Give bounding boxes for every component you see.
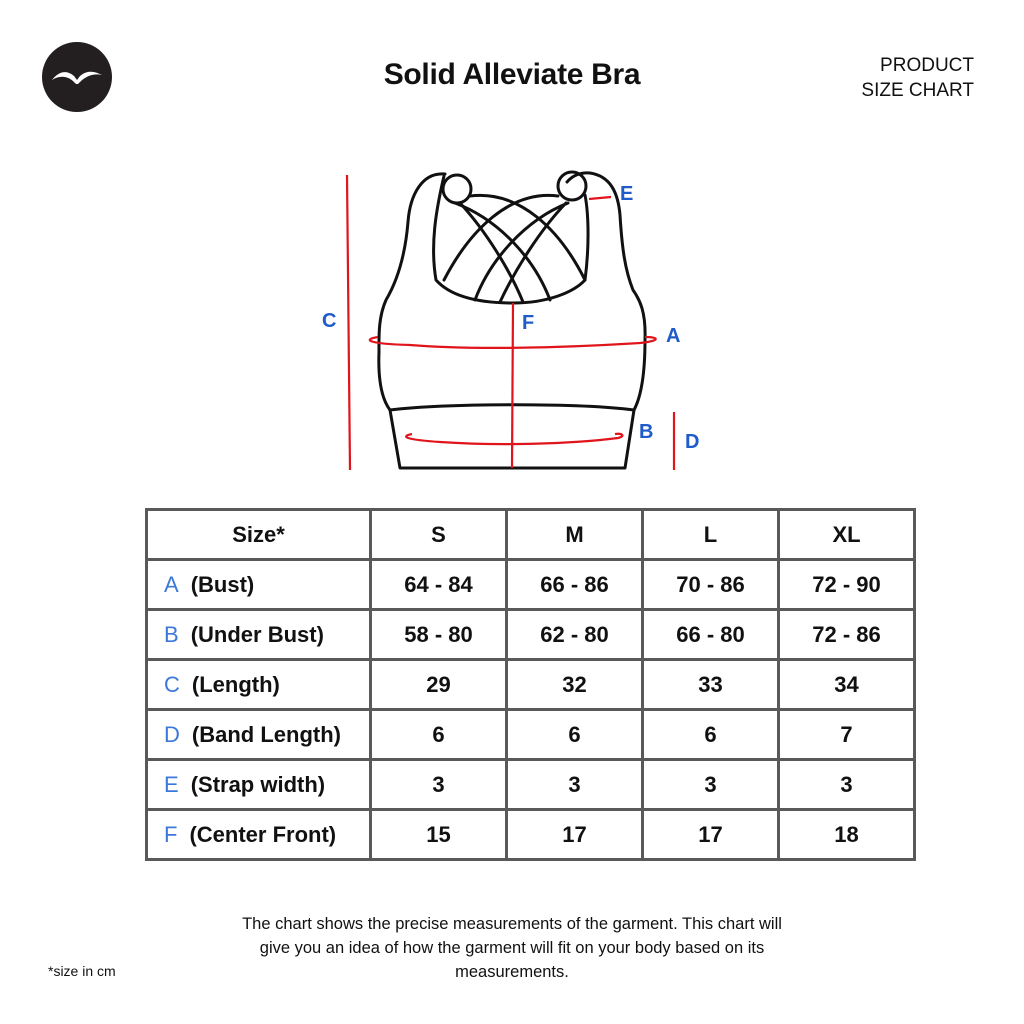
row-letter: E [164,771,179,797]
garment-diagram [0,0,1024,500]
cell: 6 [371,710,507,760]
row-label [147,810,371,860]
label-f: F [522,312,535,334]
row-name: (Length) [191,671,280,697]
cell: 72 - 90 [779,560,915,610]
header-size: Size* [147,510,371,560]
label-b: B [639,421,654,443]
label-e: E [620,183,634,205]
cell: 6 [507,710,643,760]
measure-b-line [406,434,622,444]
cell: 7 [779,710,915,760]
table-row [147,760,915,810]
note-line-3: measurements. [455,963,569,981]
header-m: M [507,510,643,560]
header-l: L [643,510,779,560]
row-label [147,560,371,610]
label-a: A [666,325,681,347]
cell: 15 [371,810,507,860]
cell: 29 [371,660,507,710]
table-header-row [147,510,915,560]
table-row [147,610,915,660]
row-label [147,610,371,660]
header-xl: XL [779,510,915,560]
header-s: S [371,510,507,560]
table-row [147,710,915,760]
cell: 32 [507,660,643,710]
cell: 3 [779,760,915,810]
row-label [147,660,371,710]
row-label [147,760,371,810]
cell: 62 - 80 [507,610,643,660]
cell: 3 [507,760,643,810]
cell: 66 - 86 [507,560,643,610]
table-row [147,810,915,860]
cell: 70 - 86 [643,560,779,610]
cell: 6 [643,710,779,760]
row-letter: D [164,721,180,747]
cell: 17 [507,810,643,860]
row-name: (Strap width) [190,771,326,797]
measure-lines [347,175,674,470]
label-d: D [685,431,700,453]
measure-c-line [347,175,350,470]
size-table [145,508,916,861]
cell: 72 - 86 [779,610,915,660]
cell: 17 [643,810,779,860]
row-letter: B [164,621,179,647]
tag-line-2: SIZE CHART [861,80,974,101]
row-letter: C [164,671,180,697]
cell: 3 [371,760,507,810]
cell: 33 [643,660,779,710]
row-name: (Bust) [190,571,255,597]
page-title: Solid Alleviate Bra [383,58,641,91]
tag-line-1: PRODUCT [880,55,974,76]
row-label [147,710,371,760]
measure-e-line [589,197,611,199]
table-row [147,560,915,610]
row-name: (Under Bust) [190,621,324,647]
cell: 3 [643,760,779,810]
note-line-1: The chart shows the precise measurements of the garment. This chart will [242,915,782,933]
table-row [147,660,915,710]
cell: 34 [779,660,915,710]
label-c: C [322,310,337,332]
cell: 64 - 84 [371,560,507,610]
row-letter: A [164,571,179,597]
cell: 18 [779,810,915,860]
row-name: (Center Front) [189,821,337,847]
cell: 58 - 80 [371,610,507,660]
row-letter: F [164,821,178,847]
unit-note: *size in cm [48,963,116,979]
cell: 66 - 80 [643,610,779,660]
row-name: (Band Length) [191,721,341,747]
note-line-2: give you an idea of how the garment will fit on your body based on its [259,939,765,957]
chart-note [0,912,1024,984]
